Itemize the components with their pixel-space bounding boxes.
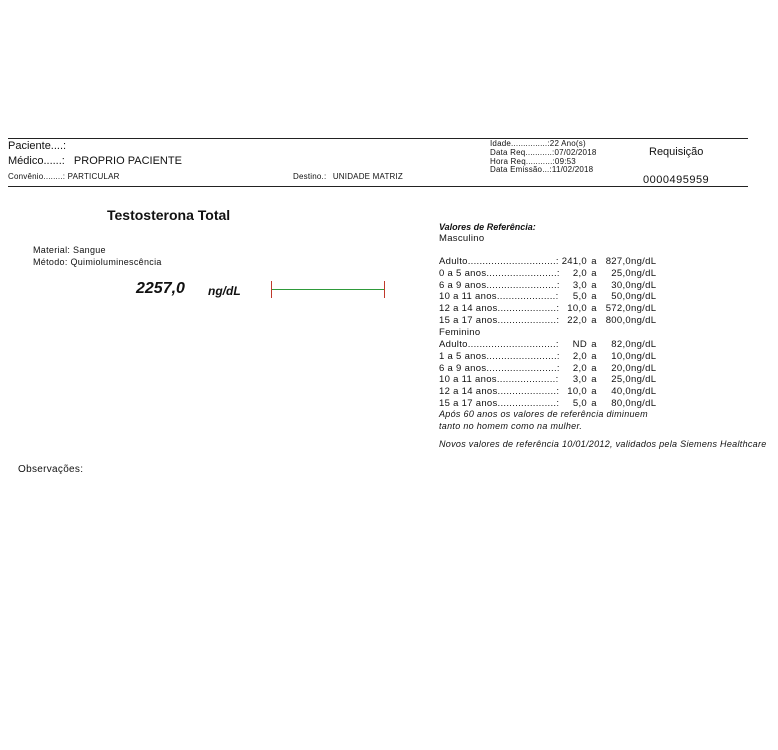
- idade-label: Idade...............:: [490, 139, 550, 148]
- reference-low-value: ND: [572, 339, 587, 350]
- reference-unit: ng/dL: [631, 339, 657, 350]
- reference-low-value: 2,0: [572, 350, 587, 362]
- reference-separator: a: [591, 398, 597, 409]
- reference-unit: ng/dL: [631, 374, 657, 386]
- reference-separator: a: [591, 279, 597, 291]
- range-bar-right-tick: [384, 281, 385, 298]
- paciente-row: [8, 140, 66, 152]
- reference-low-value: 2,0: [572, 267, 587, 279]
- reference-low-value: 241,0: [561, 256, 587, 267]
- reference-unit: ng/dL: [631, 386, 657, 398]
- reference-range-label: 6 a 9 anos........................:: [439, 362, 560, 374]
- reference-note-1: Após 60 anos os valores de referência diminuem: [439, 409, 648, 419]
- reference-high-value: 827,0: [605, 256, 631, 267]
- reference-title: Valores de Referência:: [439, 222, 536, 232]
- metodo-label: Método:: [33, 257, 68, 267]
- reference-separator: a: [591, 350, 597, 362]
- reference-row: [439, 256, 656, 267]
- reference-high-value: 572,0: [605, 303, 631, 315]
- reference-unit: ng/dL: [631, 362, 657, 374]
- reference-row: [439, 386, 656, 397]
- reference-separator: a: [591, 362, 597, 374]
- medico-label: Médico......:: [8, 155, 65, 167]
- feminino-label: Feminino: [439, 327, 481, 338]
- material-row: [33, 245, 106, 255]
- reference-unit: ng/dL: [631, 350, 657, 362]
- data-emissao-value: 11/02/2018: [551, 165, 594, 175]
- reference-high-value: 800,0: [605, 315, 631, 326]
- material-label: Material:: [33, 245, 71, 255]
- reference-range-label: 10 a 11 anos....................:: [439, 291, 559, 303]
- reference-high-value: 80,0: [611, 398, 631, 409]
- medico-value: PROPRIO PACIENTE: [73, 155, 182, 167]
- exam-title: Testosterona Total: [107, 207, 231, 223]
- data-emissao-row: [490, 166, 597, 175]
- convenio-value: PARTICULAR: [67, 172, 120, 181]
- reference-row: [439, 374, 656, 385]
- requisicao-label: Requisição: [649, 146, 704, 158]
- reference-high-value: 20,0: [611, 362, 631, 374]
- reference-low-value: 10,0: [567, 386, 587, 398]
- reference-range-label: 12 a 14 anos....................:: [439, 303, 560, 315]
- reference-high-value: 25,0: [611, 267, 631, 279]
- reference-range-label: 15 a 17 anos....................:: [439, 315, 560, 326]
- masculino-label: Masculino: [439, 233, 485, 244]
- reference-separator: a: [591, 267, 597, 279]
- reference-range-label: Adulto..............................:: [439, 256, 559, 267]
- requisicao-number: 0000495959: [643, 174, 710, 186]
- result-range-bar: [271, 281, 385, 298]
- header-info-block: [490, 140, 597, 175]
- reference-range-label: 6 a 9 anos........................:: [439, 279, 560, 291]
- result-value: 2257,0: [136, 280, 185, 297]
- destino-label: Destino.:: [293, 172, 327, 181]
- header-top-rule: [8, 138, 748, 139]
- convenio-row: [8, 172, 120, 181]
- reference-unit: ng/dL: [631, 267, 657, 279]
- reference-row: [439, 315, 656, 326]
- reference-high-value: 30,0: [611, 279, 631, 291]
- reference-low-value: 3,0: [572, 374, 587, 386]
- reference-low-value: 3,0: [572, 279, 587, 291]
- header-bottom-rule: [8, 186, 748, 187]
- reference-range-label: 15 a 17 anos....................:: [439, 398, 560, 409]
- material-value: Sangue: [73, 245, 106, 255]
- reference-low-value: 5,0: [572, 291, 587, 303]
- hora-req-value: 09:53: [554, 156, 576, 166]
- reference-row: [439, 280, 656, 291]
- reference-high-value: 10,0: [611, 350, 631, 362]
- reference-unit: ng/dL: [631, 256, 657, 267]
- reference-separator: a: [591, 386, 597, 398]
- reference-high-value: 82,0: [611, 339, 631, 350]
- data-emissao-label: Data Emissão...:: [490, 165, 552, 175]
- reference-separator: a: [591, 303, 597, 315]
- reference-unit: ng/dL: [631, 315, 657, 326]
- paciente-label: Paciente....:: [8, 140, 67, 152]
- metodo-row: [33, 257, 162, 267]
- observacoes-label: Observações:: [18, 464, 84, 475]
- reference-low-value: 5,0: [572, 398, 587, 409]
- data-req-label: Data Req...........:: [490, 147, 555, 157]
- reference-row: [439, 291, 656, 302]
- idade-value: 22 Ano(s): [549, 139, 586, 148]
- reference-row: [439, 351, 656, 362]
- hora-req-label: Hora Req...........:: [490, 156, 555, 166]
- reference-range-label: 1 a 5 anos........................:: [439, 350, 560, 362]
- reference-note-2: tanto no homem como na mulher.: [439, 421, 583, 431]
- range-bar-line: [272, 289, 384, 290]
- medico-row: [8, 155, 182, 167]
- convenio-label: Convênio........:: [8, 172, 66, 181]
- reference-unit: ng/dL: [631, 303, 657, 315]
- metodo-value: Quimioluminescência: [70, 257, 162, 267]
- reference-range-label: 10 a 11 anos....................:: [439, 374, 559, 386]
- reference-separator: a: [591, 256, 597, 267]
- reference-range-label: 12 a 14 anos....................:: [439, 386, 560, 398]
- reference-high-value: 50,0: [611, 291, 631, 303]
- reference-separator: a: [591, 291, 597, 303]
- reference-low-value: 10,0: [567, 303, 587, 315]
- reference-high-value: 40,0: [611, 386, 631, 398]
- reference-unit: ng/dL: [631, 291, 657, 303]
- reference-low-value: 2,0: [572, 362, 587, 374]
- destino-value: UNIDADE MATRIZ: [332, 172, 404, 181]
- reference-separator: a: [591, 339, 597, 350]
- reference-note-3: Novos valores de referência 10/01/2012, validados pela Siemens Healthcare: [439, 439, 767, 449]
- reference-range-label: 0 a 5 anos........................:: [439, 267, 560, 279]
- reference-row: [439, 363, 656, 374]
- data-req-value: 07/02/2018: [554, 147, 597, 157]
- reference-row: [439, 398, 656, 409]
- reference-low-value: 22,0: [567, 315, 587, 326]
- reference-row: [439, 339, 656, 350]
- destino-row: [293, 172, 403, 181]
- reference-row: [439, 268, 656, 279]
- reference-range-label: Adulto..............................:: [439, 339, 559, 350]
- reference-separator: a: [591, 315, 597, 326]
- result-unit: ng/dL: [208, 284, 241, 298]
- reference-separator: a: [591, 374, 597, 386]
- reference-unit: ng/dL: [631, 398, 657, 409]
- reference-unit: ng/dL: [631, 279, 657, 291]
- reference-row: [439, 303, 656, 314]
- reference-high-value: 25,0: [611, 374, 631, 386]
